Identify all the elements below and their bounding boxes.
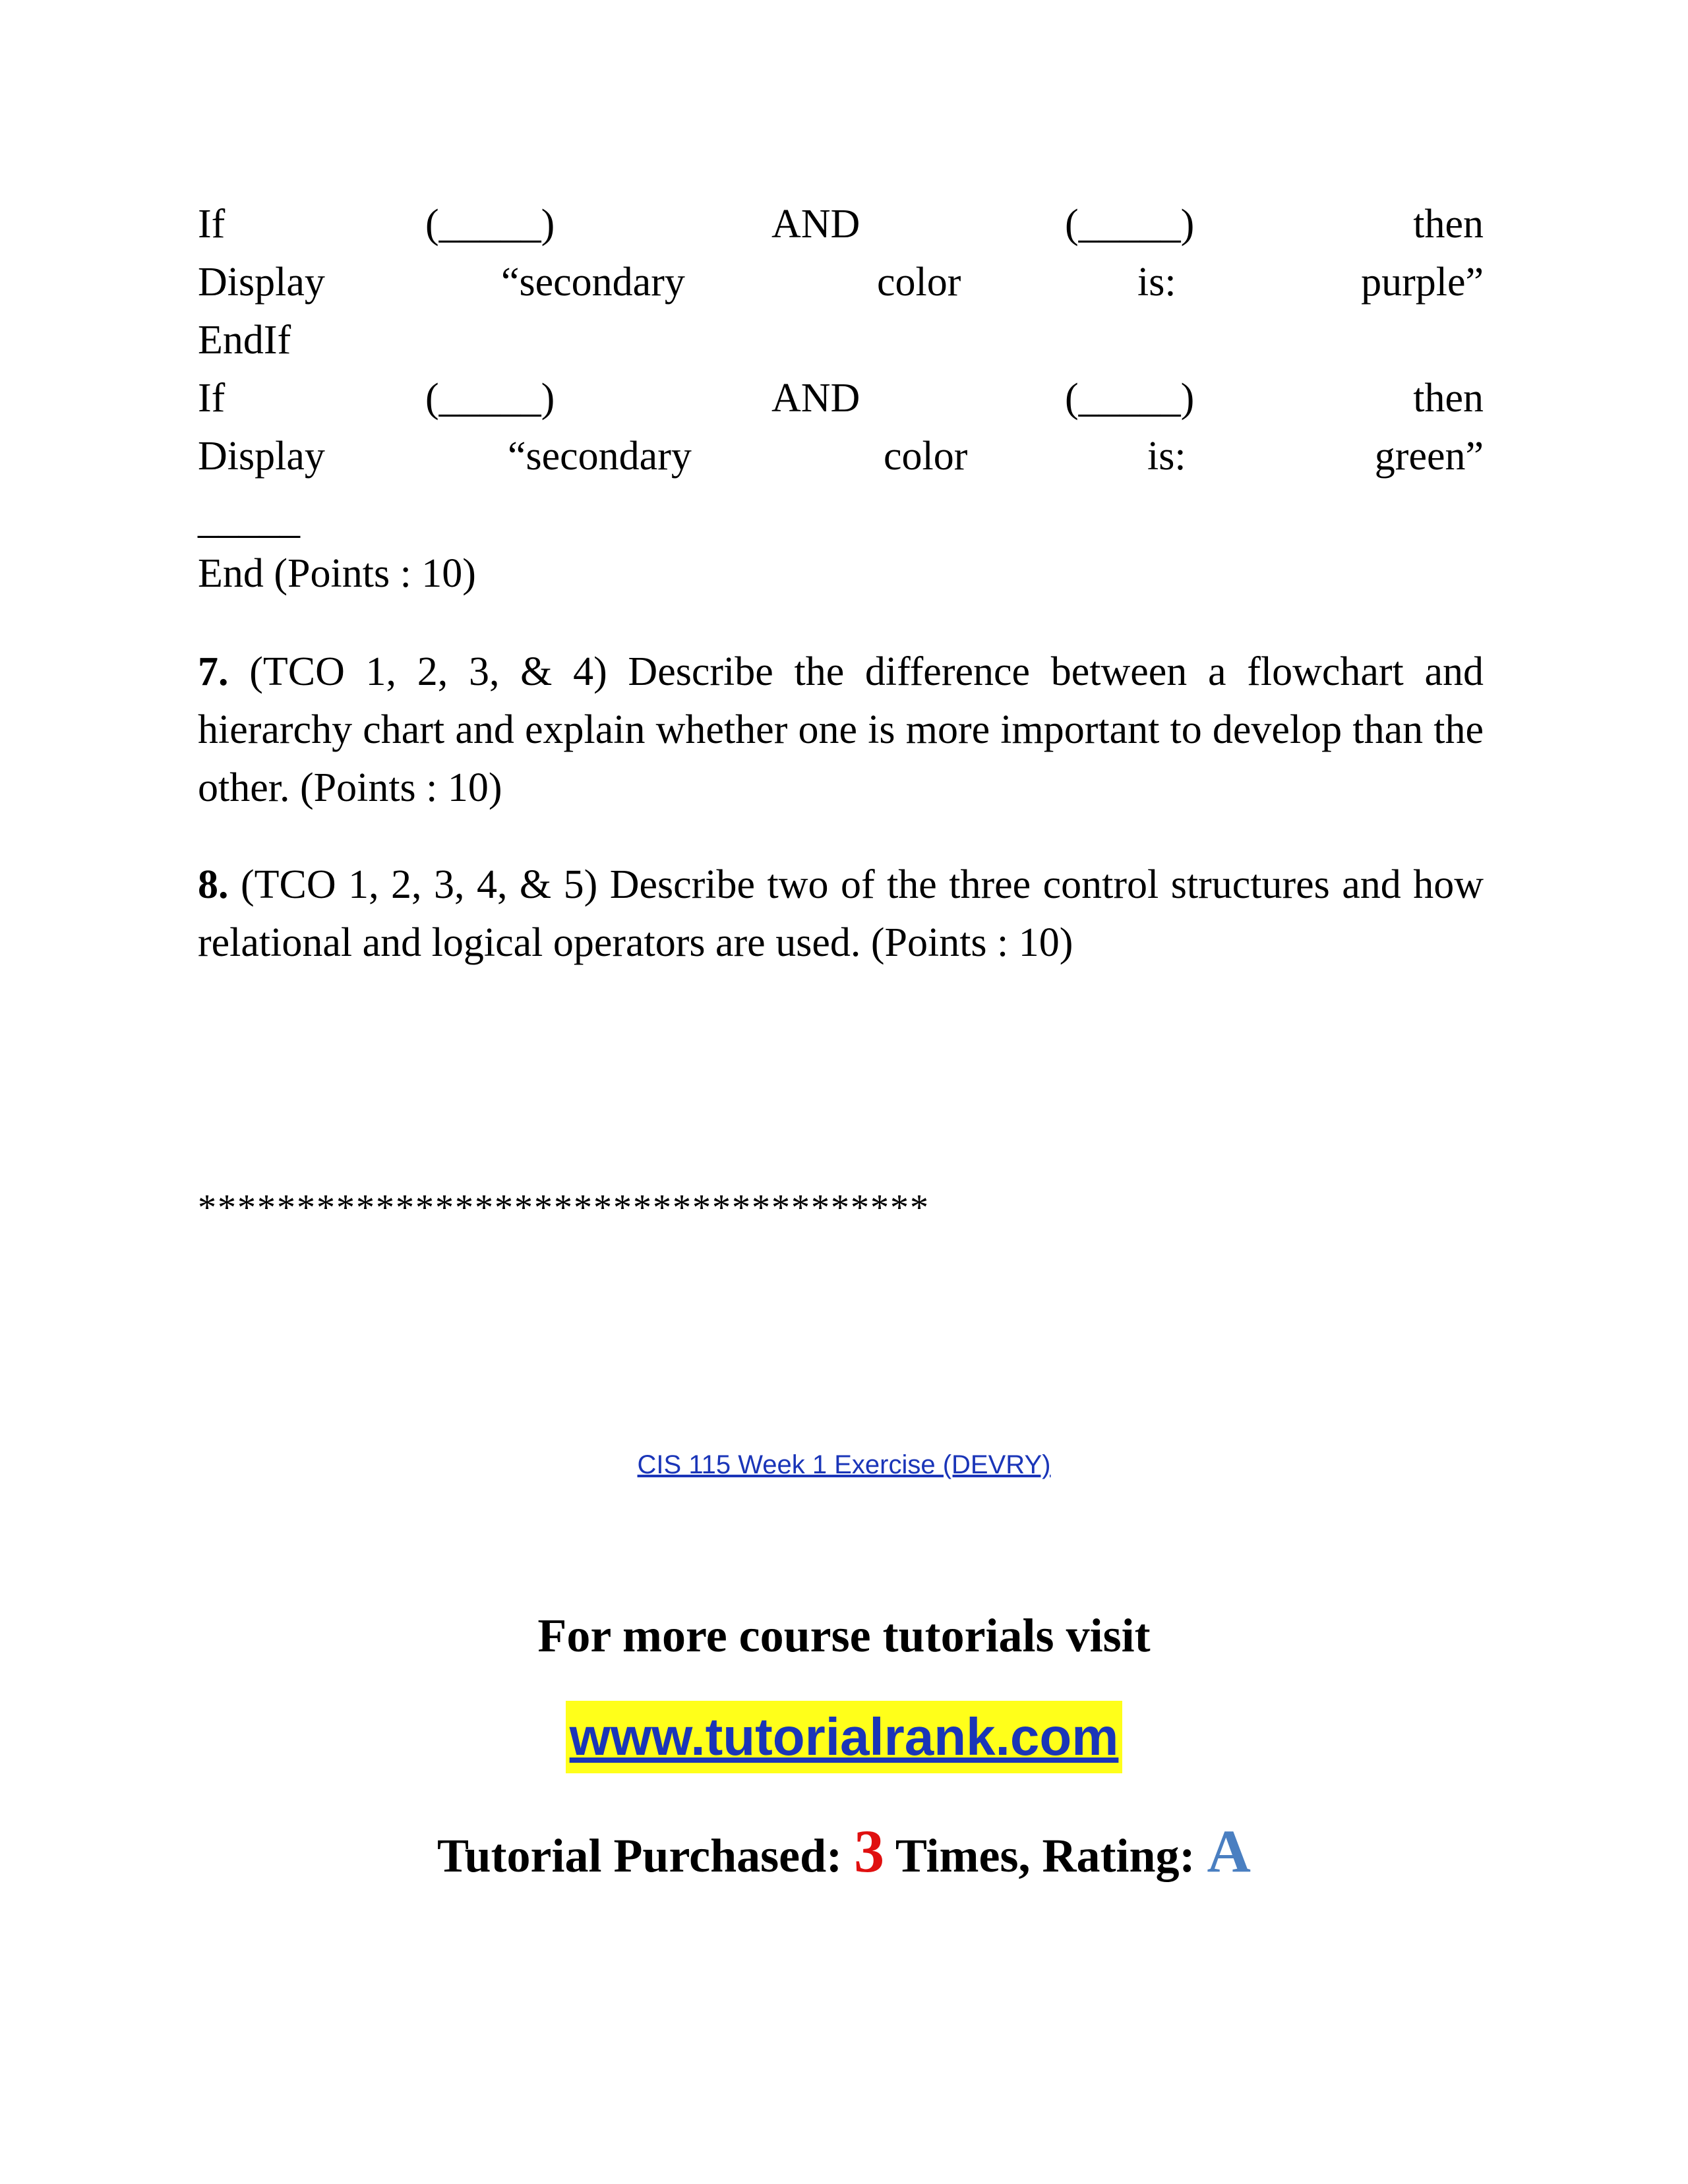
pseudocode-line-2 <box>198 256 1484 309</box>
pseudocode-line-1 <box>198 198 1484 251</box>
pseudocode-line-3 <box>198 314 1484 367</box>
keyword-display: Display <box>198 434 325 479</box>
word-purple: purple” <box>1361 260 1484 305</box>
rating-grade: A <box>1207 1817 1251 1885</box>
question-text: (TCO 1, 2, 3, 4, & 5) Describe two of the three control structures and how relational and logical operators are used. (Points : 10) <box>198 862 1484 965</box>
blank-condition: (_____) <box>425 376 555 421</box>
keyword-display: Display <box>198 260 325 305</box>
keyword-and: AND <box>771 376 860 421</box>
word-secondary: “secondary <box>508 434 692 479</box>
question-number: 8. <box>198 862 229 907</box>
purchase-middle: Times, Rating: <box>884 1829 1207 1882</box>
word-secondary: “secondary <box>501 260 685 305</box>
question-text: (TCO 1, 2, 3, & 4) Describe the difference between a flowchart and hierarchy chart and explain whether one is more important to develop than the other. (Points : 10) <box>198 649 1484 810</box>
visit-heading: For more course tutorials visit <box>537 1609 1151 1662</box>
keyword-and: AND <box>771 202 860 247</box>
pseudocode-line-5 <box>198 430 1484 483</box>
word-is: is: <box>1147 434 1186 479</box>
site-link[interactable]: www.tutorialrank.com <box>566 1701 1123 1773</box>
site-link-row <box>0 1701 1688 1773</box>
word-green: green” <box>1374 434 1484 479</box>
keyword-then: then <box>1413 376 1484 421</box>
purchase-prefix: Tutorial Purchased: <box>437 1829 855 1882</box>
purchase-count: 3 <box>854 1817 885 1885</box>
word-is: is: <box>1137 260 1176 305</box>
blank-line <box>198 493 1484 546</box>
blank-condition: (_____) <box>1065 376 1195 421</box>
question-8 <box>198 856 1484 972</box>
word-color: color <box>877 260 961 305</box>
blank-condition: (_____) <box>425 202 555 247</box>
course-link[interactable]: CIS 115 Week 1 Exercise (DEVRY) <box>637 1450 1051 1479</box>
blank-condition: (_____) <box>1065 202 1195 247</box>
course-link-row <box>0 1450 1688 1480</box>
end-line <box>198 547 1484 600</box>
keyword-if: If <box>198 202 226 247</box>
keyword-then: then <box>1413 202 1484 247</box>
pseudocode-line-4 <box>198 372 1484 425</box>
keyword-if: If <box>198 376 226 421</box>
blank-underscore: _____ <box>198 497 300 542</box>
purchase-line <box>0 1816 1688 1886</box>
word-color: color <box>884 434 968 479</box>
question-7 <box>198 643 1484 817</box>
question-number: 7. <box>198 649 229 694</box>
end-points-text: End (Points : 10) <box>198 551 476 596</box>
keyword-endif: EndIf <box>198 318 291 363</box>
separator-stars: ************************************* <box>198 1187 930 1228</box>
